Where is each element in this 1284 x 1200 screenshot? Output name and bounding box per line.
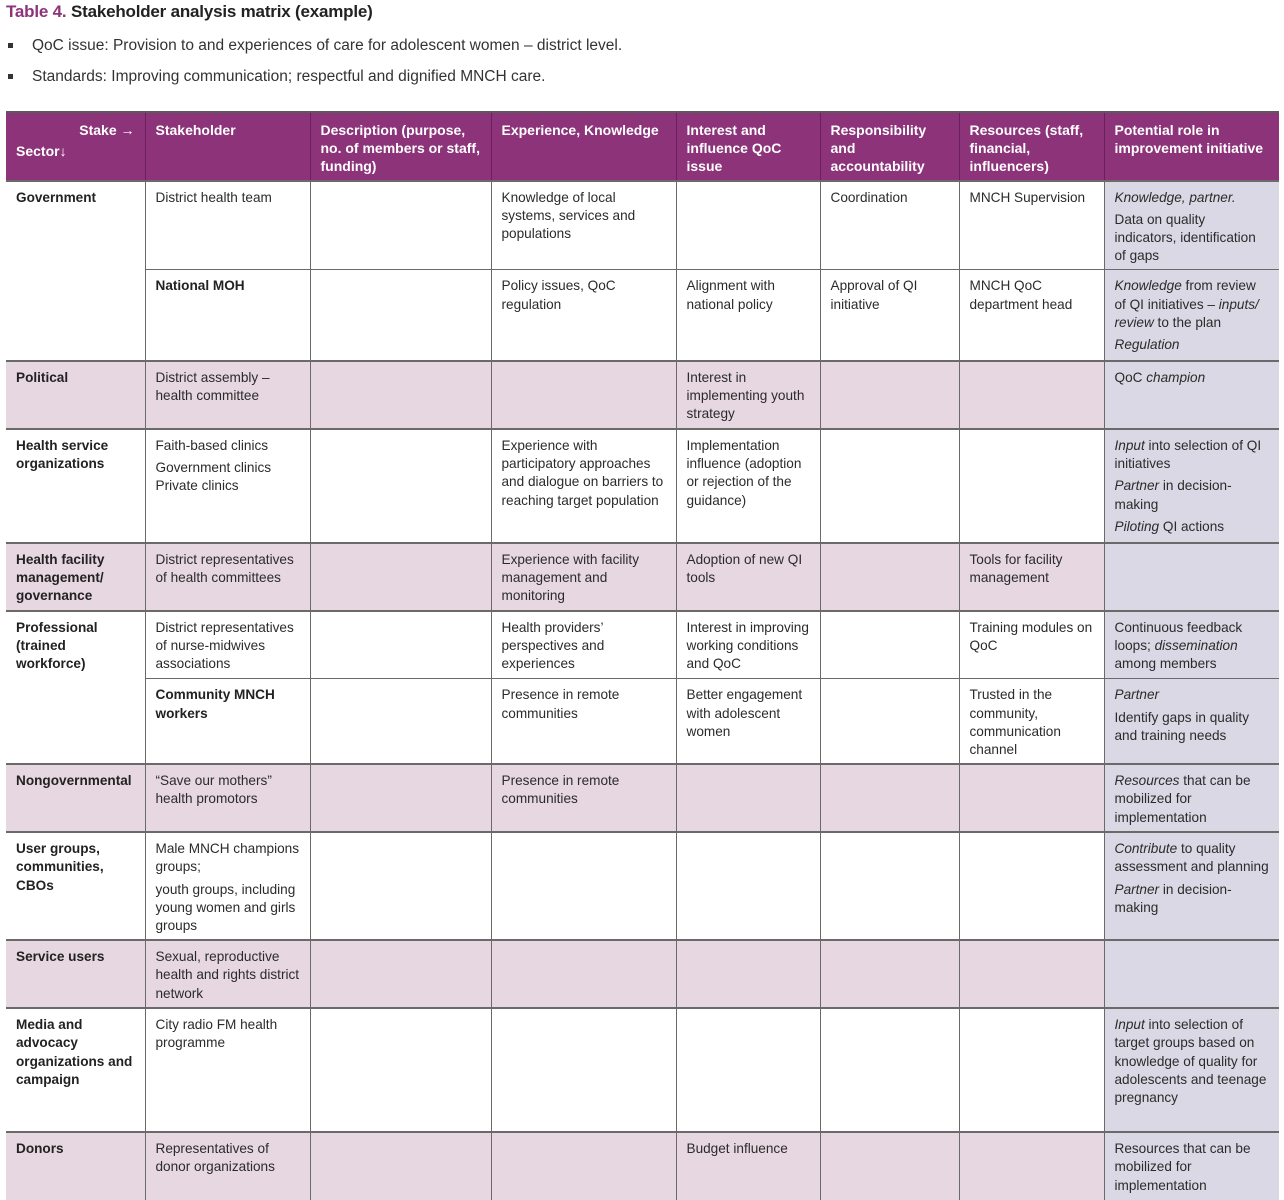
responsibility-cell xyxy=(820,429,959,543)
stakeholder-cell xyxy=(145,1132,310,1200)
description-cell xyxy=(310,1132,491,1200)
role-text: QoC xyxy=(1114,369,1147,385)
potential-role-cell xyxy=(1104,181,1279,270)
stakeholder-cell-text: Sexual, reproductive health and rights district network xyxy=(155,949,300,1001)
interest-cell-text: Implementation influence (adoption or rejection of the guidance) xyxy=(686,437,802,508)
table-number: Table 4. xyxy=(6,2,67,21)
stakeholder-cell xyxy=(145,1008,310,1132)
table-row xyxy=(6,611,1279,679)
description-cell xyxy=(310,543,491,611)
stakeholder-cell-text: Community MNCH workers xyxy=(155,687,275,721)
experience-cell-text: Presence in remote communities xyxy=(501,687,620,721)
potential-role-cell xyxy=(1104,940,1279,1008)
resources-cell xyxy=(959,429,1104,543)
header-sector: Sector↓ xyxy=(16,143,67,160)
table-row xyxy=(6,361,1279,429)
experience-cell xyxy=(491,832,676,940)
experience-cell xyxy=(491,543,676,611)
header-stake-sector xyxy=(6,112,145,181)
sector-cell: Professional (trained workforce) xyxy=(6,611,145,764)
role-paragraph xyxy=(1115,1140,1270,1195)
role-paragraph xyxy=(1115,840,1270,876)
experience-cell xyxy=(491,270,676,361)
stakeholder-cell xyxy=(145,181,310,270)
potential-role-cell xyxy=(1104,1132,1279,1200)
stakeholder-cell-text: District assembly – health committee xyxy=(155,369,270,404)
sector-cell: Health service organizations xyxy=(6,429,145,543)
resources-cell-text: Training modules on QoC xyxy=(969,619,1093,654)
description-cell xyxy=(310,361,491,429)
role-text: Data on quality indicators, identification of gaps xyxy=(1114,211,1256,264)
responsibility-cell xyxy=(820,1132,959,1200)
responsibility-cell xyxy=(820,543,959,611)
interest-cell xyxy=(676,543,820,611)
table-row xyxy=(6,764,1279,832)
stakeholder-cell-text: Representatives of donor organizations xyxy=(155,1141,275,1175)
resources-cell xyxy=(959,270,1104,361)
table-row xyxy=(6,1008,1279,1132)
role-text: into selection of QI initiatives xyxy=(1114,437,1262,472)
stakeholder-cell-text: Government clinics Private clinics xyxy=(155,460,272,494)
interest-cell-text: Alignment with national policy xyxy=(686,278,775,312)
experience-cell-text: Knowledge of local systems, services and populations xyxy=(501,189,636,242)
experience-cell-text: Health providers’ perspectives and experiences xyxy=(501,619,605,672)
stakeholder-cell xyxy=(145,764,310,832)
resources-cell-text: MNCH QoC department head xyxy=(969,278,1073,312)
role-emphasis: Input xyxy=(1114,437,1145,453)
sector-cell: Nongovernmental xyxy=(6,764,145,832)
resources-cell xyxy=(959,764,1104,832)
potential-role-cell xyxy=(1104,679,1279,764)
bullet-qoc-issue: QoC issue: Provision to and experiences of care for adolescent women – district level. xyxy=(6,36,622,67)
responsibility-cell-text: Coordination xyxy=(830,189,908,205)
role-paragraph xyxy=(1115,437,1270,473)
role-paragraph xyxy=(1115,709,1270,745)
table-row xyxy=(6,181,1279,270)
experience-cell xyxy=(491,361,676,429)
interest-cell xyxy=(676,679,820,764)
table-title-text: Stakeholder analysis matrix (example) xyxy=(70,2,373,21)
stakeholder-cell xyxy=(145,832,310,940)
table-row xyxy=(6,429,1279,543)
responsibility-cell xyxy=(820,181,959,270)
role-emphasis: Partner xyxy=(1114,687,1160,703)
resources-cell xyxy=(959,1008,1104,1132)
interest-cell xyxy=(676,611,820,679)
role-emphasis: Input xyxy=(1114,1017,1145,1033)
role-paragraph xyxy=(1115,277,1270,332)
stakeholder-cell xyxy=(145,611,310,679)
role-emphasis: Regulation xyxy=(1114,337,1180,353)
role-text: that can be mobilized for implementation xyxy=(1114,773,1251,825)
potential-role-cell xyxy=(1104,611,1279,679)
sector-cell: Health facility management/ governance xyxy=(6,543,145,611)
role-paragraph xyxy=(1115,772,1270,827)
stakeholder-cell-text: District health team xyxy=(155,189,272,205)
interest-cell xyxy=(676,764,820,832)
sector-cell: Media and advocacy organizations and campaign xyxy=(6,1008,145,1132)
stakeholder-matrix-table xyxy=(6,111,1279,1200)
header-potential-role: Potential role in improvement initiative xyxy=(1104,112,1279,181)
resources-cell xyxy=(959,940,1104,1008)
experience-cell-text: Experience with participatory approaches and dialogue on barriers to reaching target population xyxy=(501,437,664,508)
table-row xyxy=(6,270,1279,361)
stakeholder-cell-text: Male MNCH champions groups; xyxy=(155,841,300,875)
role-paragraph xyxy=(1115,686,1270,704)
stakeholder-cell-text: “Save our mothers” health promotors xyxy=(155,773,272,807)
interest-cell xyxy=(676,181,820,270)
header-stakeholder: Stakeholder xyxy=(145,112,310,181)
potential-role-cell xyxy=(1104,764,1279,832)
role-paragraph xyxy=(1115,881,1270,917)
role-text: QI actions xyxy=(1159,518,1225,534)
description-cell xyxy=(310,679,491,764)
interest-cell-text: Interest in implementing youth strategy xyxy=(686,369,805,422)
description-cell xyxy=(310,270,491,361)
header-row xyxy=(6,112,1279,181)
table-title xyxy=(6,2,373,22)
potential-role-cell xyxy=(1104,832,1279,940)
sector-cell: Service users xyxy=(6,940,145,1008)
stakeholder-cell-text: youth groups, including young women and girls groups xyxy=(155,881,296,934)
sector-cell: User groups, communities, CBOs xyxy=(6,832,145,940)
role-emphasis: Partner xyxy=(1114,478,1160,494)
role-paragraph xyxy=(1115,369,1270,387)
description-cell xyxy=(310,764,491,832)
experience-cell xyxy=(491,679,676,764)
table-row xyxy=(6,543,1279,611)
interest-cell-text: Budget influence xyxy=(686,1141,788,1157)
resources-cell xyxy=(959,832,1104,940)
header-resources: Resources (staff, financial, influencers) xyxy=(959,112,1104,181)
interest-cell xyxy=(676,361,820,429)
responsibility-cell xyxy=(820,764,959,832)
description-cell xyxy=(310,832,491,940)
role-paragraph xyxy=(1115,619,1270,674)
bullet-list xyxy=(6,36,622,98)
experience-cell xyxy=(491,181,676,270)
header-responsibility: Responsibility and accountability xyxy=(820,112,959,181)
sector-cell: Government xyxy=(6,181,145,361)
resources-cell xyxy=(959,361,1104,429)
experience-cell xyxy=(491,611,676,679)
role-emphasis: Knowledge, partner. xyxy=(1114,189,1236,205)
resources-cell xyxy=(959,679,1104,764)
experience-cell-text: Policy issues, QoC regulation xyxy=(501,278,616,312)
experience-cell-text: Experience with facility management and monitoring xyxy=(501,551,640,604)
bullet-standards: Standards: Improving communication; respectful and dignified MNCH care. xyxy=(6,67,622,98)
description-cell xyxy=(310,611,491,679)
role-emphasis: Piloting xyxy=(1114,518,1160,534)
header-interest: Interest and influence QoC issue xyxy=(676,112,820,181)
sector-cell: Political xyxy=(6,361,145,429)
stakeholder-cell-text: City radio FM health programme xyxy=(155,1017,278,1051)
responsibility-cell xyxy=(820,940,959,1008)
resources-cell-text: MNCH Supervision xyxy=(969,189,1086,205)
table-row xyxy=(6,1132,1279,1200)
potential-role-cell xyxy=(1104,543,1279,611)
experience-cell xyxy=(491,1008,676,1132)
responsibility-cell-text: Approval of QI initiative xyxy=(830,278,918,312)
resources-cell xyxy=(959,181,1104,270)
experience-cell xyxy=(491,429,676,543)
description-cell xyxy=(310,181,491,270)
sector-cell: Donors xyxy=(6,1132,145,1200)
stakeholder-cell-text: District representatives of nurse-midwives associations xyxy=(155,619,294,672)
stakeholder-cell xyxy=(145,679,310,764)
role-emphasis: champion xyxy=(1146,369,1206,385)
experience-cell xyxy=(491,764,676,832)
description-cell xyxy=(310,429,491,543)
role-text: in decision-making xyxy=(1114,478,1232,512)
table-row xyxy=(6,832,1279,940)
role-emphasis: Knowledge xyxy=(1114,278,1182,294)
experience-cell xyxy=(491,1132,676,1200)
role-text: into selection of target groups based on knowledge of quality for adolescents and teenage pregnancy xyxy=(1114,1017,1267,1106)
role-emphasis: dissemination xyxy=(1154,638,1238,654)
stakeholder-cell-text: National MOH xyxy=(155,278,245,294)
role-paragraph xyxy=(1115,336,1270,354)
interest-cell xyxy=(676,832,820,940)
role-emphasis: inputs/ review xyxy=(1114,296,1259,330)
table-body xyxy=(6,181,1279,1200)
role-paragraph xyxy=(1115,189,1270,207)
interest-cell xyxy=(676,1132,820,1200)
potential-role-cell xyxy=(1104,270,1279,361)
responsibility-cell xyxy=(820,361,959,429)
role-paragraph xyxy=(1115,477,1270,513)
stakeholder-cell-text: District representatives of health committees xyxy=(155,551,294,586)
table-row xyxy=(6,940,1279,1008)
role-text: to the plan xyxy=(1153,314,1222,330)
stakeholder-cell xyxy=(145,429,310,543)
stakeholder-cell xyxy=(145,270,310,361)
interest-cell-text: Interest in improving working conditions and QoC xyxy=(686,619,809,672)
potential-role-cell xyxy=(1104,1008,1279,1132)
role-paragraph xyxy=(1115,211,1270,266)
description-cell xyxy=(310,940,491,1008)
interest-cell xyxy=(676,270,820,361)
role-text: Identify gaps in quality and training needs xyxy=(1114,709,1250,743)
experience-cell-text: Presence in remote communities xyxy=(501,773,620,807)
header-stake: Stake → xyxy=(79,122,135,138)
resources-cell xyxy=(959,1132,1104,1200)
role-paragraph xyxy=(1115,518,1270,536)
potential-role-cell xyxy=(1104,361,1279,429)
role-text: Resources that can be mobilized for implementation xyxy=(1114,1141,1251,1193)
responsibility-cell xyxy=(820,679,959,764)
interest-cell xyxy=(676,940,820,1008)
role-text: in decision-making xyxy=(1114,881,1232,915)
role-text: Continuous feedback loops; xyxy=(1114,619,1243,654)
interest-cell-text: Adoption of new QI tools xyxy=(686,551,803,586)
role-emphasis: Partner xyxy=(1114,881,1160,897)
role-paragraph xyxy=(1115,1016,1270,1107)
interest-cell xyxy=(676,429,820,543)
resources-cell xyxy=(959,543,1104,611)
resources-cell-text: Tools for facility management xyxy=(969,551,1063,586)
stakeholder-cell xyxy=(145,543,310,611)
experience-cell xyxy=(491,940,676,1008)
stakeholder-cell xyxy=(145,361,310,429)
header-description: Description (purpose, no. of members or staff, funding) xyxy=(310,112,491,181)
potential-role-cell xyxy=(1104,429,1279,543)
responsibility-cell xyxy=(820,832,959,940)
role-emphasis: Contribute xyxy=(1114,841,1178,857)
stakeholder-cell xyxy=(145,940,310,1008)
description-cell xyxy=(310,1008,491,1132)
resources-cell-text: Trusted in the community, communication channel xyxy=(969,687,1061,758)
table-row xyxy=(6,679,1279,764)
interest-cell xyxy=(676,1008,820,1132)
interest-cell-text: Better engagement with adolescent women xyxy=(686,687,803,739)
stakeholder-cell-text: Faith-based clinics xyxy=(155,437,269,453)
responsibility-cell xyxy=(820,270,959,361)
resources-cell xyxy=(959,611,1104,679)
role-emphasis: Resources xyxy=(1114,773,1180,789)
header-experience: Experience, Knowledge xyxy=(491,112,676,181)
role-text: to quality assessment and planning xyxy=(1114,841,1269,875)
responsibility-cell xyxy=(820,611,959,679)
role-text: from review of QI initiatives – xyxy=(1114,278,1256,312)
responsibility-cell xyxy=(820,1008,959,1132)
role-text: among members xyxy=(1114,656,1217,672)
